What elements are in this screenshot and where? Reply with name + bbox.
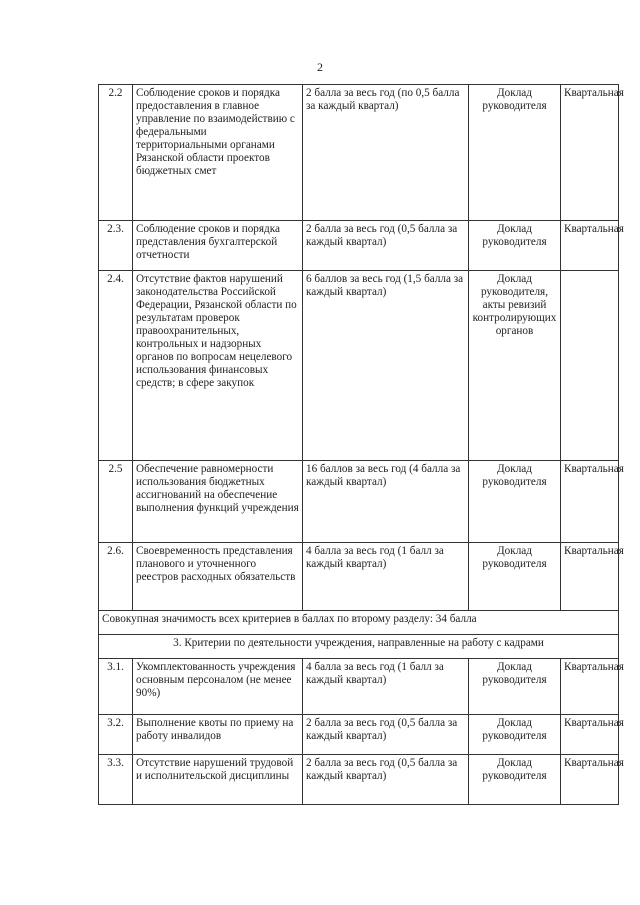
period-text: Квартальная (561, 715, 619, 755)
points-text: 2 балла за весь год (0,5 балла за каждый квартал) (303, 221, 469, 271)
source-text: Доклад руководителя (469, 755, 561, 805)
row-number: 2.3. (99, 221, 133, 271)
row-number: 2.2 (99, 85, 133, 221)
section-title: 3. Критерии по деятельности учреждения, направленные на работу с кадрами (99, 635, 619, 659)
source-text: Доклад руководителя (469, 221, 561, 271)
table-row (99, 85, 619, 221)
row-number: 2.4. (99, 271, 133, 461)
table-row (99, 271, 619, 461)
criterion-text: Укомплектованность учреждения основным персоналом (не менее 90%) (133, 659, 303, 715)
criterion-text: Обеспечение равномерности использования бюджетных ассигнований на обеспечение выполнения функций учреждения (133, 461, 303, 543)
source-text: Доклад руководителя (469, 715, 561, 755)
period-text: Квартальная (561, 221, 619, 271)
row-number: 2.6. (99, 543, 133, 611)
table-row (99, 755, 619, 805)
row-number: 3.2. (99, 715, 133, 755)
criteria-table (98, 84, 624, 805)
points-text: 16 баллов за весь год (4 балла за каждый квартал) (303, 461, 469, 543)
source-text: Доклад руководителя (469, 461, 561, 543)
source-text: Доклад руководителя (469, 85, 561, 221)
criterion-text: Соблюдение сроков и порядка представления бухгалтерской отчетности (133, 221, 303, 271)
period-text (561, 271, 619, 461)
points-text: 2 балла за весь год (по 0,5 балла за каждый квартал) (303, 85, 469, 221)
source-text: Доклад руководителя (469, 659, 561, 715)
summary-row (99, 611, 619, 635)
points-text: 4 балла за весь год (1 балл за каждый квартал) (303, 543, 469, 611)
section-summary: Совокупная значимость всех критериев в баллах по второму разделу: 34 балла (99, 611, 619, 635)
criterion-text: Отсутствие фактов нарушений законодательства Российской Федерации, Рязанской области по результатам проверок правоохранительных, контрольных и надзорных органов по вопросам нецелевого использования финансовых средств; в сфере закупок (133, 271, 303, 461)
row-number: 3.1. (99, 659, 133, 715)
row-number: 3.3. (99, 755, 133, 805)
points-text: 4 балла за весь год (1 балл за каждый квартал) (303, 659, 469, 715)
period-text: Квартальная (561, 543, 619, 611)
table-row (99, 461, 619, 543)
points-text: 2 балла за весь год (0,5 балла за каждый квартал) (303, 715, 469, 755)
source-text: Доклад руководителя, акты ревизий контролирующих органов (469, 271, 561, 461)
table-row (99, 543, 619, 611)
criterion-text: Своевременность представления планового и уточненного реестров расходных обязательств (133, 543, 303, 611)
table-row (99, 715, 619, 755)
source-text: Доклад руководителя (469, 543, 561, 611)
period-text: Квартальная (561, 85, 619, 221)
period-text: Квартальная (561, 659, 619, 715)
row-number: 2.5 (99, 461, 133, 543)
section-header-row (99, 635, 619, 659)
criterion-text: Отсутствие нарушений трудовой и исполнительской дисциплины (133, 755, 303, 805)
points-text: 2 балла за весь год (0,5 балла за каждый квартал) (303, 755, 469, 805)
criterion-text: Соблюдение сроков и порядка предоставления в главное управление по взаимодействию с федеральными территориальными органами Рязанской области проектов бюджетных смет (133, 85, 303, 221)
criterion-text: Выполнение квоты по приему на работу инвалидов (133, 715, 303, 755)
period-text: Квартальная (561, 755, 619, 805)
page-number: 2 (317, 60, 323, 74)
points-text: 6 баллов за весь год (1,5 балла за каждый квартал) (303, 271, 469, 461)
table-row (99, 221, 619, 271)
table-row (99, 659, 619, 715)
period-text: Квартальная (561, 461, 619, 543)
